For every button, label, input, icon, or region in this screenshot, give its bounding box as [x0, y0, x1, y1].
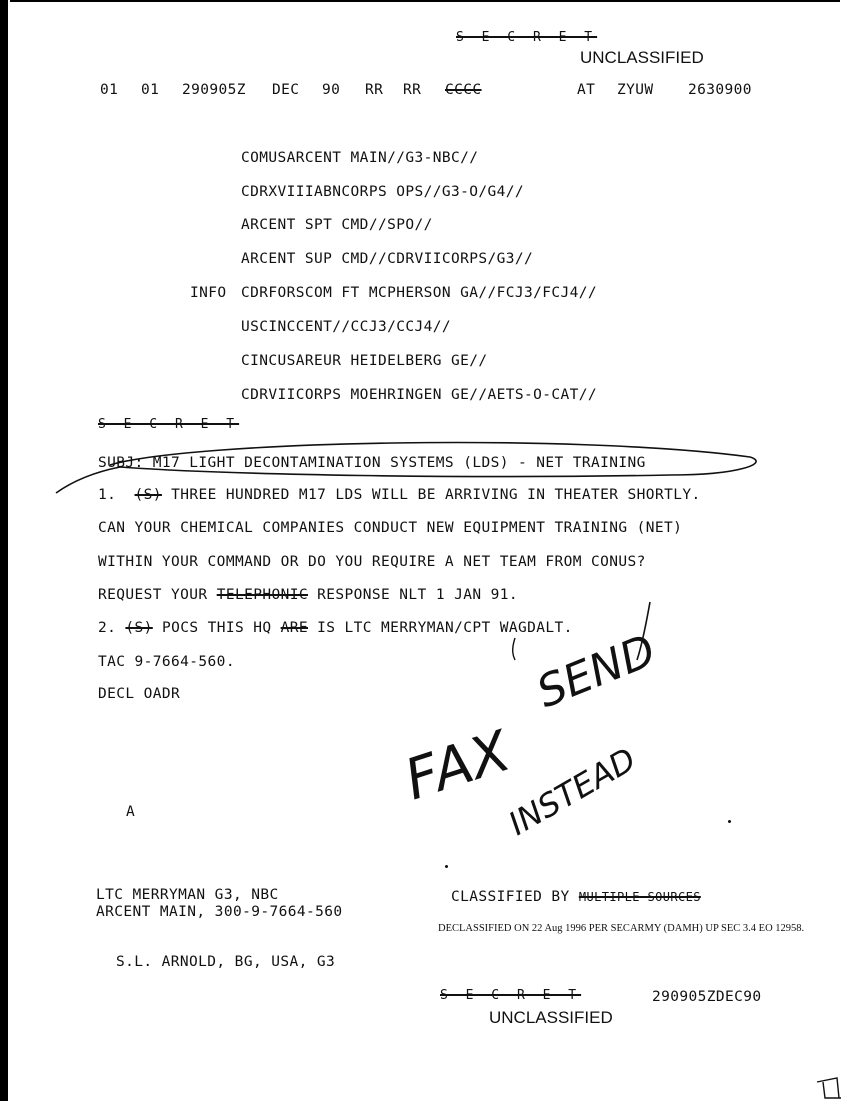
- route-dtg: 290905Z: [182, 82, 246, 98]
- handwritten-fax: FAX: [397, 718, 518, 814]
- handwritten-send: SEND: [530, 625, 663, 719]
- decl-line: DECL OADR: [98, 686, 181, 702]
- telephonic-struck: TELEPHONIC: [216, 587, 308, 603]
- addressee-to: CDRXVIIIABNCORPS OPS//G3-O/G4//: [241, 184, 525, 200]
- para1-text: THREE HUNDRED M17 LDS WILL BE ARRIVING IN THEATER SHORTLY.: [171, 487, 701, 503]
- classification-bottom-struck: S E C R E T: [440, 988, 582, 1003]
- signer: S.L. ARNOLD, BG, USA, G3: [116, 954, 336, 970]
- para2-number: 2.: [98, 620, 117, 636]
- para1-line4-start: REQUEST YOUR: [98, 587, 217, 603]
- classification-top: UNCLASSIFIED: [580, 48, 704, 67]
- classified-by-label: CLASSIFIED BY: [451, 889, 570, 905]
- route-field: ZYUW: [617, 82, 654, 98]
- classification-bottom: UNCLASSIFIED: [489, 1008, 613, 1027]
- route-field: AT: [577, 82, 596, 98]
- para1-line4-end: RESPONSE NLT 1 JAN 91.: [308, 587, 518, 603]
- para2-text-start: POCS THIS HQ: [161, 620, 281, 636]
- para2-text-end: IS LTC MERRYMAN/CPT WAGDALT.: [308, 620, 573, 636]
- addressee-info: CDRFORSCOM FT MCPHERSON GA//FCJ3/FCJ4//: [241, 285, 598, 301]
- route-year: 90: [322, 82, 341, 98]
- corner-scan-mark: [815, 1076, 845, 1100]
- para1-number: 1.: [98, 487, 117, 503]
- addressee-to: ARCENT SPT CMD//SPO//: [241, 217, 433, 233]
- scan-top-line: [10, 0, 840, 2]
- para1-line2: CAN YOUR CHEMICAL COMPANIES CONDUCT NEW EQUIPMENT TRAINING (NET): [98, 520, 683, 536]
- speck: [728, 820, 731, 823]
- subject-line: SUBJ: M17 LIGHT DECONTAMINATION SYSTEMS (LDS) - NET TRAINING: [98, 455, 646, 471]
- classified-by: [451, 889, 701, 905]
- route-month: DEC: [272, 82, 300, 98]
- para1-classification-struck: (S): [134, 487, 162, 503]
- secret-struck: S E C R E T: [98, 417, 240, 432]
- scan-edge-bar: [0, 0, 8, 1101]
- para2-line2: TAC 9-7664-560.: [98, 654, 235, 670]
- are-struck: ARE: [280, 620, 309, 636]
- route-struck: CCCC: [445, 82, 482, 98]
- para2-classification-struck: (S): [125, 620, 153, 636]
- originator-line1: LTC MERRYMAN G3, NBC: [96, 887, 279, 903]
- addressee-to: ARCENT SUP CMD//CDRVIICORPS/G3//: [241, 251, 534, 267]
- speck: [445, 865, 448, 868]
- handwritten-annotation: [395, 590, 695, 850]
- info-label: INFO: [190, 285, 227, 301]
- addressee-info: USCINCCENT//CCJ3/CCJ4//: [241, 319, 451, 335]
- routing-line: [100, 82, 800, 274]
- route-field: 01: [100, 82, 119, 98]
- classified-by-struck: MULTIPLE SOURCES: [578, 890, 701, 904]
- declassification-note: DECLASSIFIED ON 22 Aug 1996 PER SECARMY (DAMH) UP SEC 3.4 EO 12958.: [438, 923, 805, 934]
- originator-line2: ARCENT MAIN, 300-9-7664-560: [96, 904, 343, 920]
- para1-line3: WITHIN YOUR COMMAND OR DO YOU REQUIRE A NET TEAM FROM CONUS?: [98, 554, 646, 570]
- addressee-to: COMUSARCENT MAIN//G3-NBC//: [241, 150, 479, 166]
- handwritten-instead: INSTEAD: [502, 740, 643, 843]
- letter-a: A: [126, 804, 136, 820]
- route-field: 01: [141, 82, 160, 98]
- route-number: 2630900: [688, 82, 752, 98]
- route-precedence: RR: [403, 82, 422, 98]
- classification-top-struck: S E C R E T: [456, 30, 598, 45]
- para1-line1: [98, 487, 701, 503]
- addressee-info: CDRVIICORPS MOEHRINGEN GE//AETS-O-CAT//: [241, 387, 598, 403]
- addressee-info: CINCUSAREUR HEIDELBERG GE//: [241, 353, 488, 369]
- footer-dtg: 290905ZDEC90: [652, 989, 762, 1005]
- route-precedence: RR: [365, 82, 384, 98]
